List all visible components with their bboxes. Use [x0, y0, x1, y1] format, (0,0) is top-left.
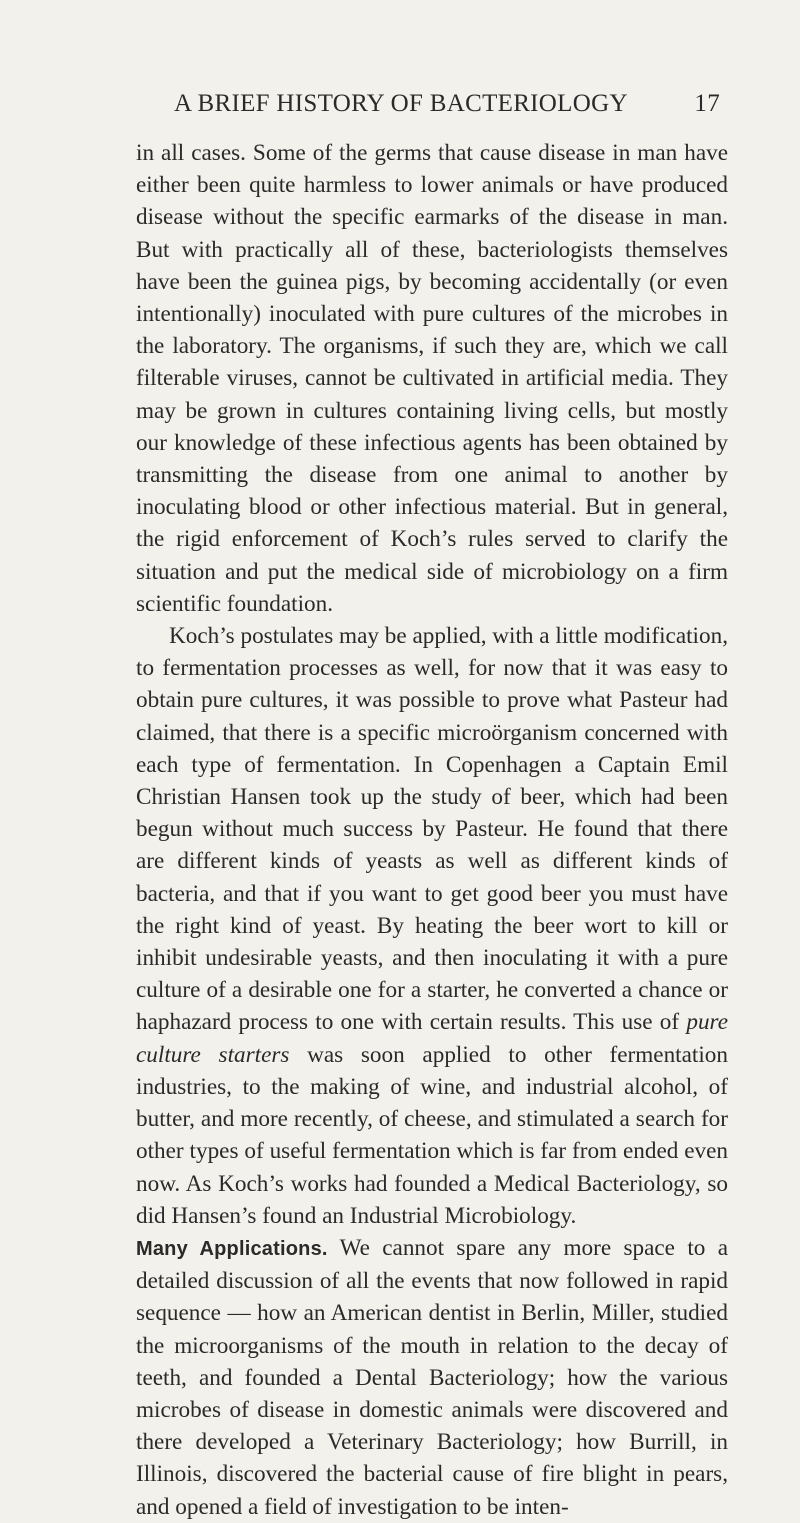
page-number: 17 — [694, 90, 720, 117]
paragraph-text: Koch’s postulates may be applied, with a little modification, to fermentation processes as well, for now that it was easy to obtain pure cultures, it was possible to prove what Pasteur had claimed, that there is a specific microörganism concerned with each type of fermentation. In Copenhagen a Captain Emil Christian Hansen took up the study of beer, which had been begun without much success by Pasteur. He found that there are different kinds of yeasts as well as different kinds of bacteria, and that if you want to get good beer you must have the right kind of yeast. By heating the beer wort to kill or inhibit undesirable yeasts, and then inoculating it with a pure culture of a desirable one for a starter, he converted a chance or haphazard process to one with certain results. This use of — [136, 623, 728, 1036]
paragraph-koch-postulates — [136, 620, 728, 1232]
running-title: A BRIEF HISTORY OF BACTERIOLOGY — [174, 90, 628, 117]
paragraph-text: in all cases. Some of the germs that cause disease in man have either been quite harmless to lower animals or have produced disease without the specific earmarks of the disease in man. But with practically all of these, bacteriologists themselves have been the guinea pigs, by becoming accidentally (or even intentionally) inoculated with pure cultures of the microbes in the laboratory. The organisms, if such they are, which we call filterable viruses, cannot be cultivated in artificial media. They may be grown in cultures containing living cells, but mostly our knowledge of these infectious agents has been obtained by transmitting the disease from one animal to another by inoculating blood or other infectious material. But in general, the rigid enforcement of Koch’s rules served to clarify the situation and put the medical side of microbiology on a firm scientific foundation. — [136, 140, 728, 617]
paragraph-many-applications — [136, 1232, 728, 1523]
running-head — [136, 88, 720, 120]
paragraph-text: We cannot spare any more space to a detailed discussion of all the events that now followed in rapid sequence — how an American dentist in Berlin, Miller, studied the microorganisms of the mouth in relation to the decay of teeth, and founded a Dental Bacteriology; how the various microbes of disease in domestic animals were discovered and there developed a Veterinary Bacteriology; how Burrill, in Illinois, discovered the bacterial cause of fire blight in pears, and opened a field of investigation to be inten- — [136, 1234, 728, 1520]
emphasis-pure-culture-starters: pure culture starters — [136, 1009, 728, 1068]
body-text — [136, 137, 728, 1523]
paragraph-continuation — [136, 137, 728, 620]
section-lead-heading: Many Applications. — [136, 1237, 328, 1260]
paragraph-text: was soon applied to other fermentation industries, to the making of wine, and industrial alcohol, of butter, and more recently, of cheese, and stimulated a search for other types of useful fermentation which is far from ended even now. As Koch’s works had founded a Medical Bacteriology, so did Hansen’s found an Industrial Microbiology. — [136, 1041, 728, 1229]
